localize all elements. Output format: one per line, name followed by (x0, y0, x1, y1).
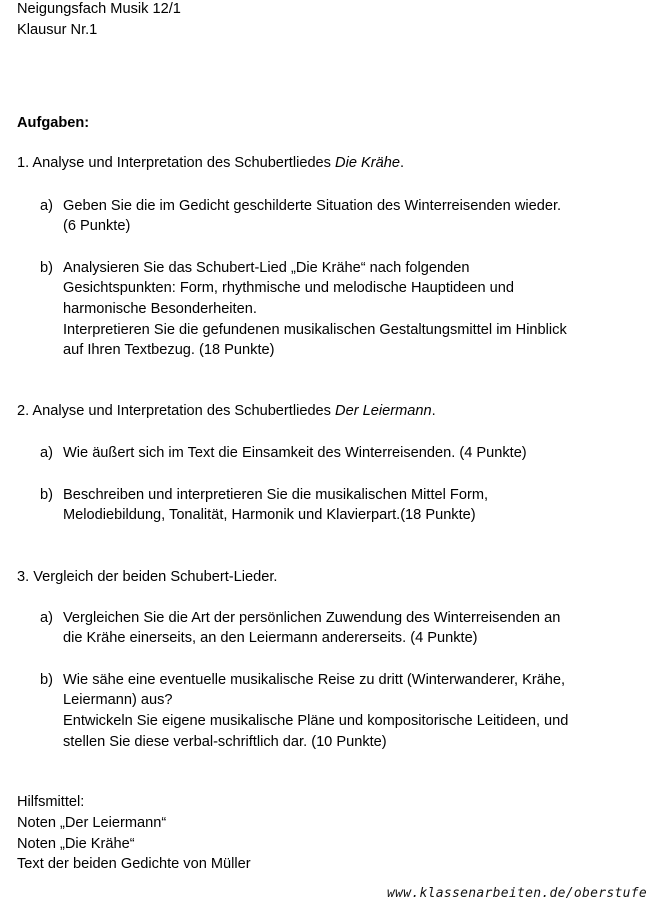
task3b-text-line1: Wie sähe eine eventuelle musikalische Reise zu dritt (Winterwanderer, Krähe, (63, 672, 566, 688)
task1a-marker: a) (40, 198, 53, 214)
task2a-marker: a) (40, 445, 53, 461)
task1-title-end: . (399, 155, 405, 171)
aids-item: Noten „Die Krähe“ (17, 836, 135, 852)
task3b-marker: b) (40, 672, 53, 688)
course-title: Neigungsfach Musik 12/1 (17, 1, 181, 17)
aids-item: Noten „Der Leiermann“ (17, 815, 167, 831)
task2-title-work: Der Leiermann (335, 403, 432, 419)
aids-title: Hilfsmittel: (17, 794, 85, 810)
task2b-text-line1: Beschreiben und interpretieren Sie die musikalischen Mittel Form, (63, 487, 489, 503)
task3b-text-line4: stellen Sie diese verbal-schriftlich dar. (10 Punkte) (63, 734, 387, 750)
task1b-text-line5: auf Ihren Textbezug. (18 Punkte) (63, 342, 275, 358)
task1b-text-line3: harmonische Besonderheiten. (63, 301, 257, 317)
task1a-text-line2: (6 Punkte) (63, 218, 131, 234)
aids-item: Text der beiden Gedichte von Müller (17, 856, 251, 872)
task1-title-work: Die Krähe (335, 155, 400, 171)
task2a-text-line1: Wie äußert sich im Text die Einsamkeit des Winterreisenden. (4 Punkte) (63, 445, 527, 461)
task3a-text-line2: die Krähe einerseits, an den Leiermann andererseits. (4 Punkte) (63, 630, 478, 646)
exam-title: Klausur Nr.1 (17, 22, 98, 38)
task2-title-end: . (431, 403, 436, 419)
task2-title (17, 401, 436, 421)
task1-title-text: 1. Analyse und Interpretation des Schubertliedes (17, 155, 331, 171)
task1-title (17, 153, 404, 173)
task3-title: 3. Vergleich der beiden Schubert-Lieder. (17, 569, 278, 585)
task1b-text-line1: Analysieren Sie das Schubert-Lied „Die Krähe“ nach folgenden (63, 260, 470, 276)
website-watermark: www.klassenarbeiten.de/oberstufe (387, 886, 647, 901)
task2b-text-line2: Melodiebildung, Tonalität, Harmonik und Klavierpart.(18 Punkte) (63, 507, 476, 523)
task1b-marker: b) (40, 260, 53, 276)
task1b-text-line4: Interpretieren Sie die gefundenen musikalischen Gestaltungsmittel im Hinblick (63, 322, 567, 338)
task2b-marker: b) (40, 487, 53, 503)
task3b-text-line2: Leiermann) aus? (63, 692, 173, 708)
task1a-text-line1: Geben Sie die im Gedicht geschilderte Situation des Winterreisenden wieder. (63, 198, 562, 214)
task2-title-text: 2. Analyse und Interpretation des Schubertliedes (17, 403, 331, 419)
task3b-text-line3: Entwickeln Sie eigene musikalische Pläne und kompositorische Leitideen, und (63, 713, 569, 729)
tasks-heading: Aufgaben: (17, 115, 90, 131)
task3a-text-line1: Vergleichen Sie die Art der persönlichen Zuwendung des Winterreisenden an (63, 610, 561, 626)
task1b-text-line2: Gesichtspunkten: Form, rhythmische und melodische Hauptideen und (63, 280, 515, 296)
task3a-marker: a) (40, 610, 53, 626)
